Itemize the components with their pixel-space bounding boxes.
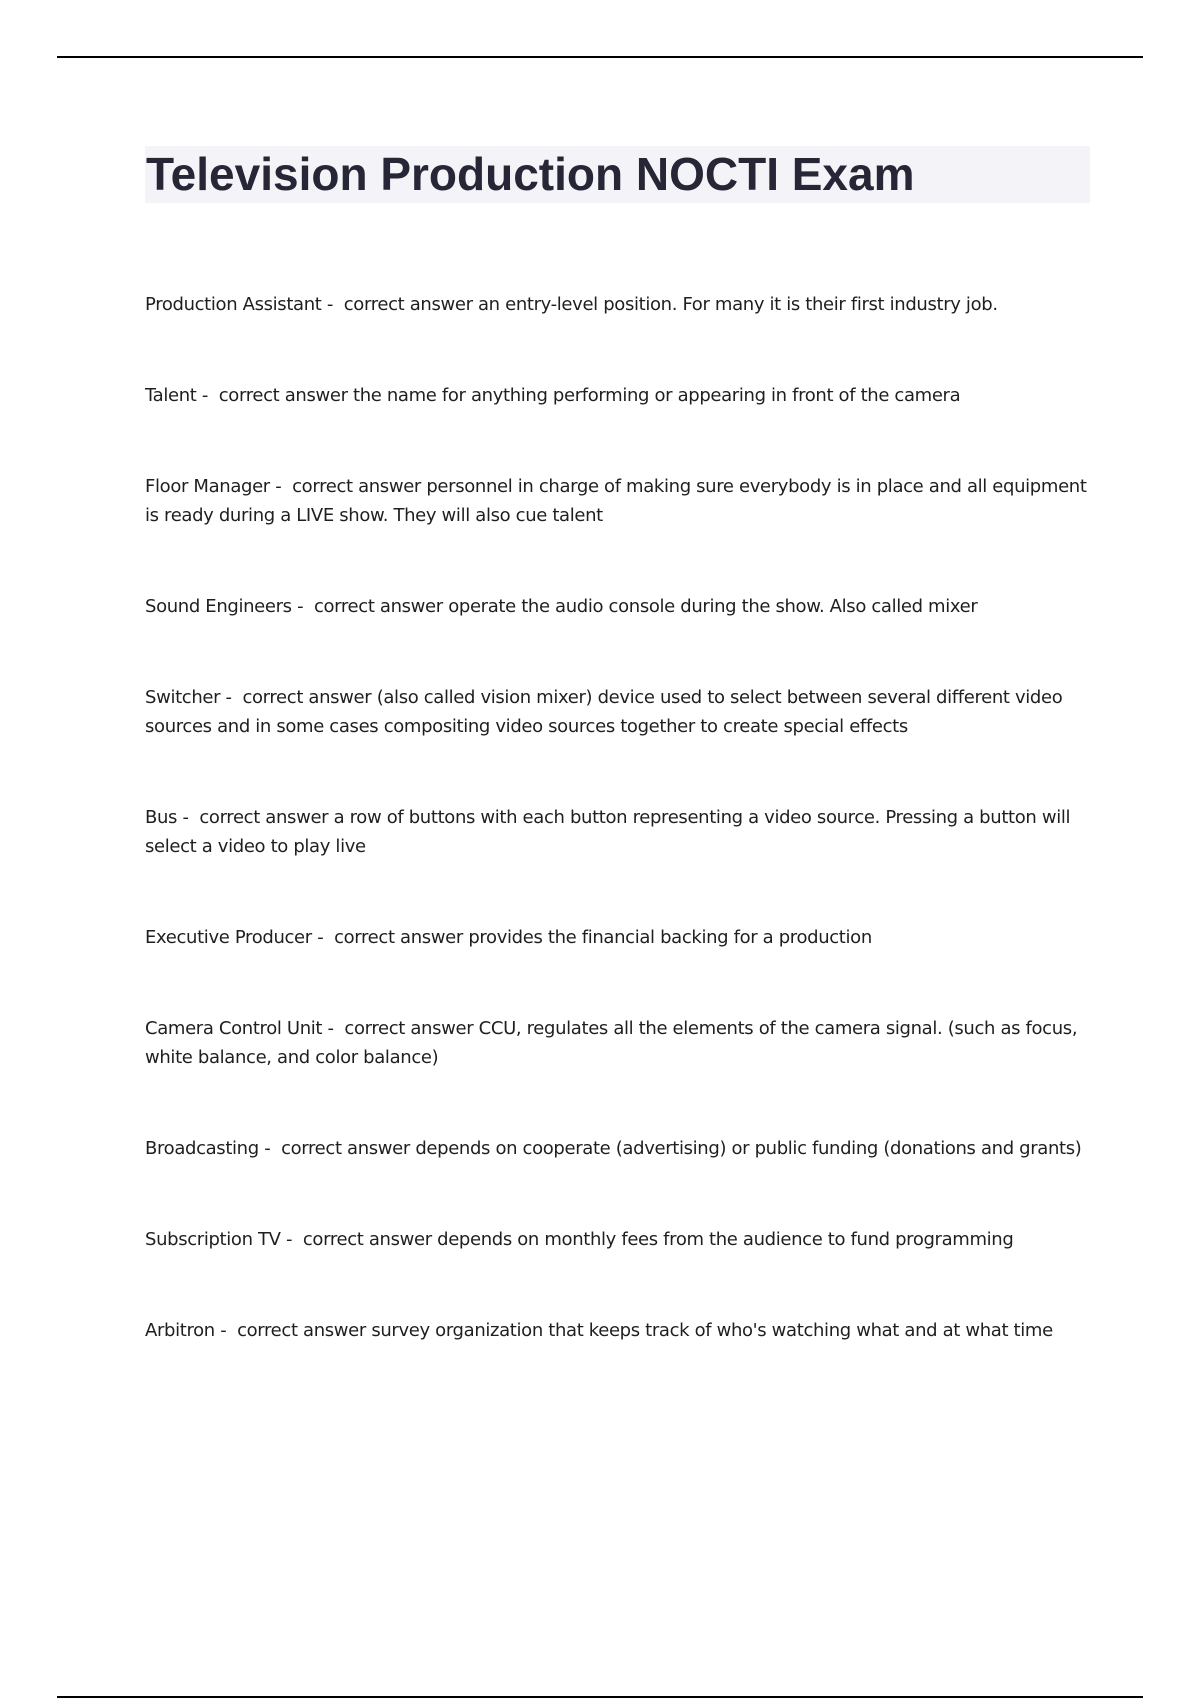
flashcard-entry (145, 1225, 1090, 1254)
entry-answer: depends on monthly fees from the audience to fund programming (437, 1229, 1014, 1250)
flashcard-entry (145, 381, 1090, 410)
entry-answer: operate the audio console during the show. Also called mixer (448, 596, 978, 617)
entry-separator: - correct answer (220, 687, 377, 708)
entry-term: Switcher (145, 687, 221, 708)
entry-term: Executive Producer (145, 927, 312, 948)
entry-term: Camera Control Unit (145, 1018, 323, 1039)
flashcard-entry (145, 592, 1090, 621)
entry-answer: depends on cooperate (advertising) or public funding (donations and grants) (415, 1138, 1082, 1159)
entry-separator: - correct answer (258, 1138, 416, 1159)
flashcard-entry (145, 683, 1090, 741)
flashcard-entry (145, 290, 1090, 319)
flashcard-entry (145, 1014, 1090, 1072)
entry-separator: - correct answer (321, 294, 478, 315)
entry-answer: survey organization that keeps track of who's watching what and at what time (371, 1320, 1053, 1341)
entry-separator: - correct answer (291, 596, 449, 617)
footer-rule (57, 1696, 1143, 1698)
entry-term: Floor Manager (145, 476, 270, 497)
entry-answer: CCU, regulates all the elements of the camera signal. (such as focus, white balance, and color balance) (145, 1018, 1078, 1068)
page-title: Television Production NOCTI Exam (146, 148, 915, 200)
entry-term: Production Assistant (145, 294, 322, 315)
header-rule (57, 56, 1143, 58)
entry-answer: an entry-level position. For many it is their first industry job. (478, 294, 998, 315)
flashcard-entry (145, 803, 1090, 861)
flashcard-entry (145, 923, 1090, 952)
flashcard-entry (145, 1316, 1090, 1345)
entry-separator: - correct answer (322, 1018, 479, 1039)
entry-answer: a row of buttons with each button representing a video source. Pressing a button will select a video to play live (145, 807, 1071, 857)
entry-separator: - correct answer (214, 1320, 372, 1341)
flashcard-entry (145, 472, 1090, 530)
entry-answer: personnel in charge of making sure everybody is in place and all equipment is ready during a LIVE show. They will also cue talent (145, 476, 1087, 526)
entry-term: Sound Engineers (145, 596, 292, 617)
entry-answer: the name for anything performing or appearing in front of the camera (353, 385, 961, 406)
entry-separator: - correct answer (280, 1229, 438, 1250)
entry-term: Subscription TV (145, 1229, 281, 1250)
entry-separator: - correct answer (177, 807, 334, 828)
entry-answer: (also called vision mixer) device used to select between several different video sources and in some cases compositing video sources together to create special effects (145, 687, 1063, 737)
flashcard-entry (145, 1134, 1090, 1163)
entry-term: Bus (145, 807, 178, 828)
entry-separator: - correct answer (311, 927, 469, 948)
entry-term: Arbitron (145, 1320, 215, 1341)
entry-separator: - correct answer (196, 385, 353, 406)
entry-term: Broadcasting (145, 1138, 259, 1159)
flashcard-list (145, 290, 1090, 1407)
entry-separator: - correct answer (269, 476, 427, 497)
entry-term: Talent (145, 385, 197, 406)
entry-answer: provides the financial backing for a production (468, 927, 872, 948)
